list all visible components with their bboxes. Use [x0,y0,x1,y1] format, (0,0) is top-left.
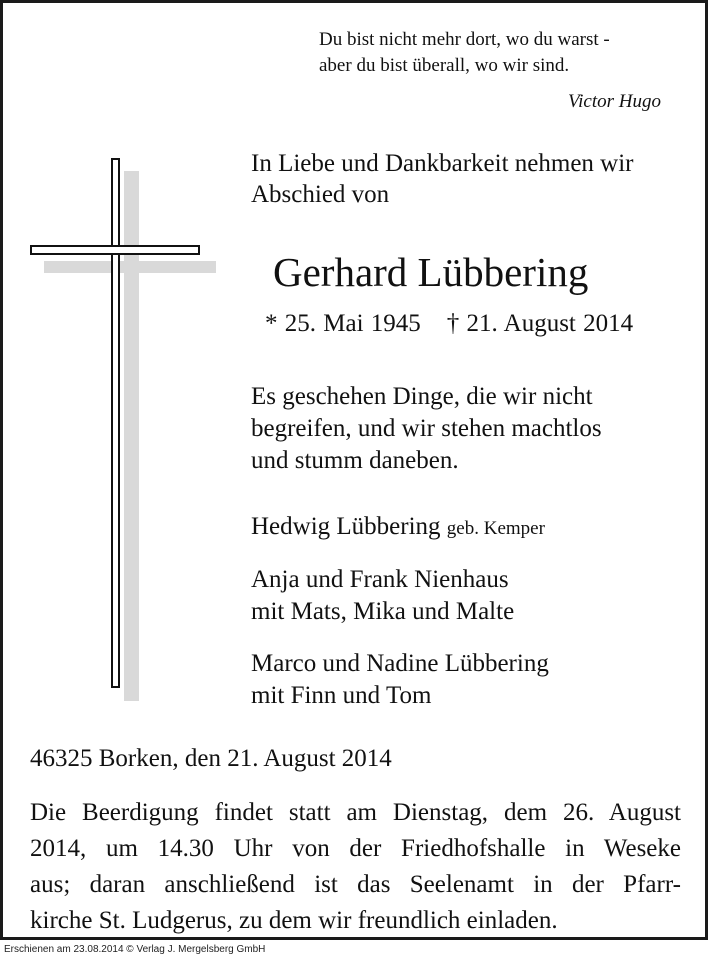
mourner-line: Marco und Nadine Lübbering [251,650,549,677]
intro-line: Abschied von [251,181,390,208]
cross-vertical-beam [111,158,120,688]
notice-line: 2014, um 14.30 Uhr von der Friedhofshalle in Weseke [30,835,681,862]
verse-line: und stumm daneben. [251,447,459,474]
verse-line: Es geschehen Dinge, die wir nicht [251,383,593,410]
verse-line: begreifen, und wir stehen machtlos [251,415,602,442]
intro-line: In Liebe und Dankbarkeit nehmen wir [251,150,634,177]
widow-name: Hedwig Lübbering [251,513,441,540]
place-date: 46325 Borken, den 21. August 2014 [30,745,392,772]
quote-line: aber du bist überall, wo wir sind. [319,55,570,76]
cross-shadow-horizontal [44,261,216,273]
mourner-group [251,648,549,712]
quote [319,27,610,79]
life-dates [265,309,633,339]
mourner-line: Anja und Frank Nienhaus [251,566,509,593]
quote-author: Victor Hugo [567,91,661,112]
mourner-line: mit Mats, Mika und Malte [251,598,515,625]
funeral-notice [30,795,681,939]
notice-line: kirche St. Ludgerus, zu dem wir freundlich einladen. [30,907,558,934]
death-date: † 21. August 2014 [446,310,634,337]
quote-line: Du bist nicht mehr dort, wo du warst - [319,29,610,50]
mourner-group [251,564,514,628]
mourner-line: mit Finn und Tom [251,682,432,709]
intro-text [251,148,634,210]
birth-date: * 25. Mai 1945 [265,310,421,337]
mourner-widow [251,511,545,545]
deceased-name: Gerhard Lübbering [273,249,589,295]
verse [251,381,602,477]
notice-line: aus; daran anschließend ist das Seelenamt in der Pfarr- [30,871,681,898]
notice-line: Die Beerdigung findet statt am Dienstag, dem 26. August [30,799,681,826]
publication-footer: Erschienen am 23.08.2014 © Verlag J. Mergelsberg GmbH [0,940,708,959]
widow-maiden-name: geb. Kemper [446,518,545,539]
cross-joint [113,247,118,253]
